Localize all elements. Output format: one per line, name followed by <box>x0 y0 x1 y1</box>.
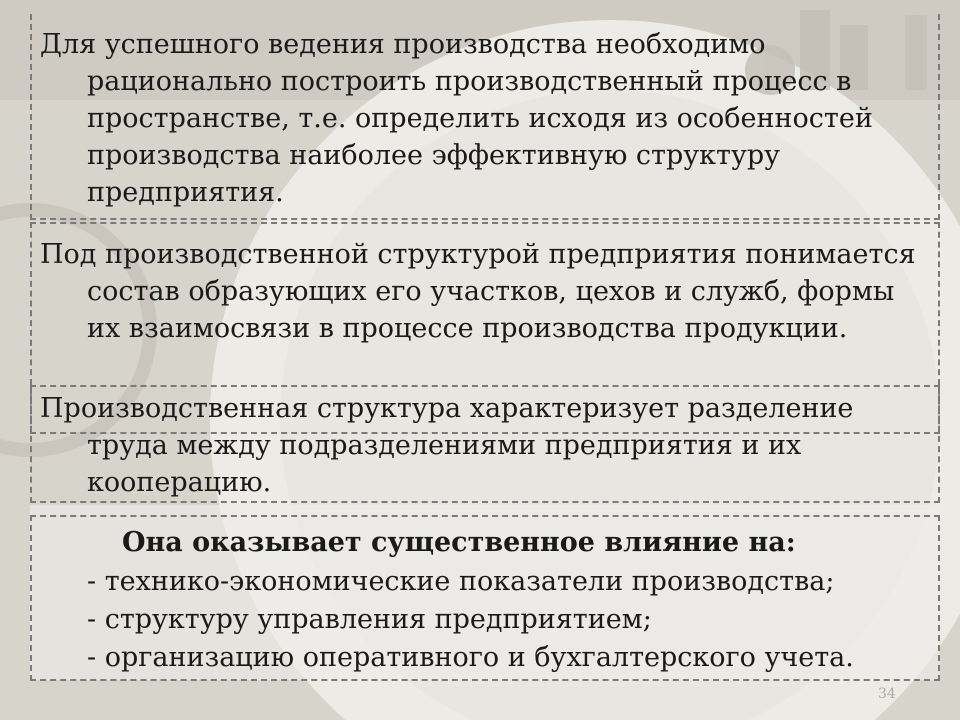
influence-item: - структуру управления предприятием; <box>87 604 652 635</box>
intro-paragraph: Для успешного ведения производства необходимо рационально построить производственный процесс в пространстве, т.е. определить исходя из особенностей производства наиболее эффективную структуру предприятия. <box>40 29 873 208</box>
influence-item: - технико-экономические показатели производства; <box>87 566 835 597</box>
characteristics-paragraph: Производственная структура характеризует разделение труда между подразделениями предприятия и их кооперацию. <box>40 393 854 498</box>
influence-heading: Она оказывает существенное влияние на: <box>122 527 796 558</box>
definition-paragraph: Под производственной структурой предприятия понимается состав образующих его участков, цехов и служб, формы их взаимосвязи в процессе производства продукции. <box>40 239 916 344</box>
slide-number: 34 <box>878 686 896 702</box>
influence-item: - организацию оперативного и бухгалтерского учета. <box>87 642 854 673</box>
